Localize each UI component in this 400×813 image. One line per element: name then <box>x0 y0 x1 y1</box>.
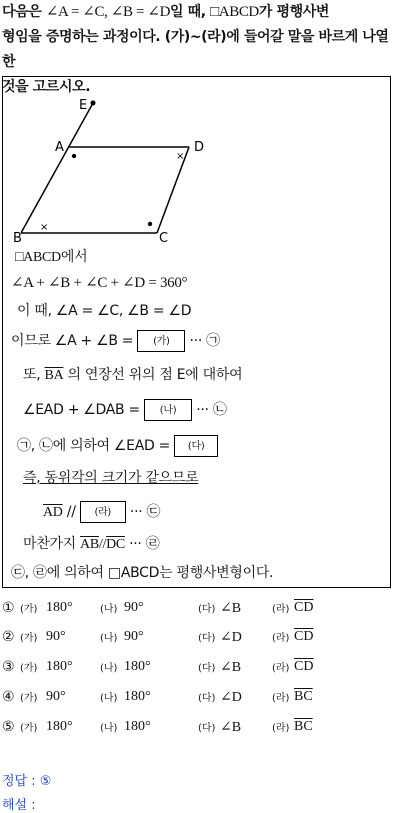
explanation-label: 해설 : <box>2 798 36 813</box>
option-tag-ra: (라) <box>272 633 290 644</box>
option-row[interactable] <box>2 719 392 741</box>
option-value-ga: 180° <box>46 719 73 734</box>
blank-na: (나) <box>144 399 192 421</box>
blank-da: (다) <box>174 435 218 457</box>
option-value-ga: 180° <box>46 600 73 615</box>
angle-dot-C <box>148 222 152 226</box>
blank-ga: (가) <box>137 330 185 352</box>
option-number: ③ <box>2 659 15 675</box>
option-value-da: ∠B <box>220 720 242 735</box>
option-value-ga: 90° <box>46 629 66 644</box>
blank-ra: (라) <box>80 501 126 523</box>
option-tag-ga: (가) <box>20 723 38 734</box>
proof-line-1: □ABCD에서 <box>15 250 88 265</box>
label-A: A <box>55 140 64 155</box>
proof-line-6: ∠EAD + ∠DAB = (나) ··· ㉡ <box>23 399 227 421</box>
option-tag-ga: (가) <box>20 663 38 674</box>
option-value-da: ∠D <box>220 690 242 705</box>
option-row[interactable] <box>2 600 392 622</box>
proof-line-11: ㉢, ㉣에 의하여 □ABCD는 평행사변형이다. <box>11 565 274 581</box>
option-value-ga: 90° <box>46 689 66 704</box>
option-tag-ra: (라) <box>272 723 290 734</box>
option-value-ga: 180° <box>46 659 73 674</box>
option-value-na: 90° <box>124 629 144 644</box>
option-value-da: ∠B <box>220 660 242 675</box>
option-tag-na: (나) <box>100 663 118 674</box>
angle-dot-A <box>72 154 76 158</box>
label-D: D <box>194 140 205 155</box>
proof-line-10: 마찬가지 $\overline{AB}//\overline{DC}$ ··· ㉣ <box>23 536 160 552</box>
option-value-ra: $\overline{BC}$ <box>294 719 313 734</box>
option-number: ① <box>2 600 15 616</box>
question-line-3: 것을 고르시오. <box>2 79 91 95</box>
option-number: ② <box>2 629 15 645</box>
question-line-1: 다음은 ∠A = ∠C, ∠B = ∠D일 때, □ABCD가 평행사변 <box>2 4 329 20</box>
option-tag-da: (다) <box>198 723 216 734</box>
angle-mark-D: × <box>176 151 185 162</box>
option-tag-da: (다) <box>198 663 216 674</box>
label-B: B <box>13 231 22 246</box>
proof-line-2: ∠A + ∠B + ∠C + ∠D = 360° <box>11 275 188 291</box>
option-tag-ga: (가) <box>20 604 38 615</box>
option-number: ⑤ <box>2 719 15 735</box>
proof-box <box>2 76 391 588</box>
answer-text: 정답 : ⑤ <box>2 774 52 789</box>
option-tag-da: (다) <box>198 693 216 704</box>
label-E: E <box>79 98 88 113</box>
option-tag-na: (나) <box>100 723 118 734</box>
proof-line-3: 이 때, ∠A = ∠C, ∠B = ∠D <box>17 303 192 319</box>
option-tag-ra: (라) <box>272 604 290 615</box>
question-line-2: 형임을 증명하는 과정이다. (가)~(라)에 들어갈 말을 바르게 나열한 <box>2 29 389 70</box>
option-row[interactable] <box>2 689 392 711</box>
angle-mark-B: × <box>40 222 49 233</box>
option-value-ra: $\overline{CD}$ <box>294 629 314 644</box>
option-tag-ra: (라) <box>272 663 290 674</box>
option-row[interactable] <box>2 659 392 681</box>
proof-line-8: 즉, 동위각의 크기가 같으므로 <box>23 470 199 486</box>
proof-line-4: 이므로 ∠A + ∠B = (가) ··· ㉠ <box>11 330 220 352</box>
option-tag-na: (나) <box>100 604 118 615</box>
label-C: C <box>159 231 169 246</box>
option-tag-na: (나) <box>100 693 118 704</box>
option-value-na: 180° <box>124 689 151 704</box>
option-value-na: 180° <box>124 659 151 674</box>
option-tag-ga: (가) <box>20 633 38 644</box>
proof-line-9: $\overline{AD}$ // (라) ··· ㉢ <box>43 501 160 523</box>
point-E <box>91 101 96 106</box>
option-value-ra: $\overline{CD}$ <box>294 600 314 615</box>
proof-line-5: 또, $\overline{BA}$ 의 연장선 위의 점 E에 대하여 <box>23 367 243 383</box>
option-tag-ga: (가) <box>20 693 38 704</box>
option-tag-da: (다) <box>198 633 216 644</box>
proof-line-7: ㉠, ㉡에 의하여 ∠EAD = (다) <box>17 435 218 457</box>
option-tag-ra: (라) <box>272 693 290 704</box>
option-value-ra: $\overline{CD}$ <box>294 659 314 674</box>
option-tag-da: (다) <box>198 604 216 615</box>
option-tag-na: (나) <box>100 633 118 644</box>
option-value-da: ∠B <box>220 601 242 616</box>
option-number: ④ <box>2 689 15 705</box>
option-row[interactable] <box>2 629 392 651</box>
option-value-na: 180° <box>124 719 151 734</box>
line-BE <box>21 103 93 233</box>
option-value-da: ∠D <box>220 630 242 645</box>
parallelogram-figure <box>13 85 213 246</box>
option-value-ra: $\overline{BC}$ <box>294 689 313 704</box>
option-value-na: 90° <box>124 600 144 615</box>
